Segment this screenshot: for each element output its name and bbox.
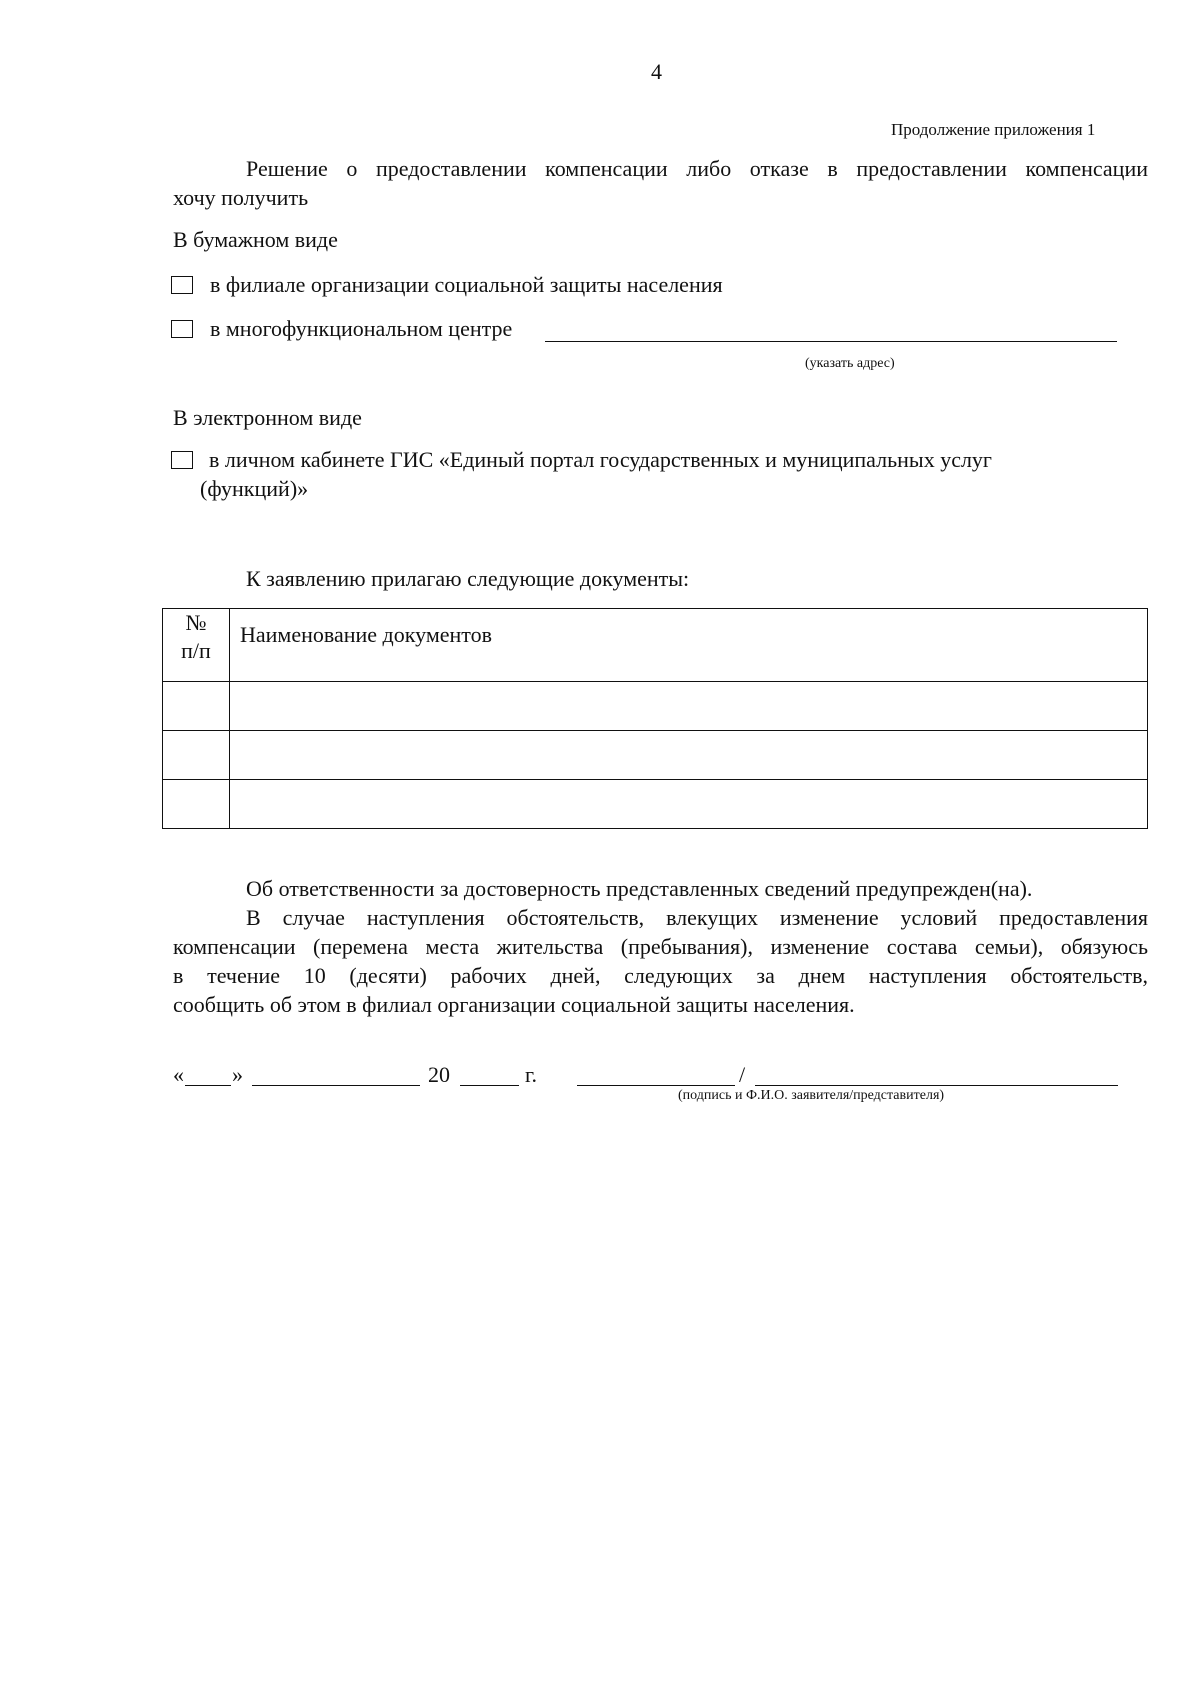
- appendix-note: Продолжение приложения 1: [891, 120, 1096, 139]
- responsibility-line-4: сообщить об этом в филиал организации социальной защиты населения.: [173, 992, 855, 1017]
- signature-caption: (подпись и Ф.И.О. заявителя/представителя): [678, 1088, 945, 1103]
- option-gosuslugi-line-1: в личном кабинете ГИС «Единый портал государственных и муниципальных услуг: [209, 447, 992, 472]
- row-number-cell[interactable]: [163, 780, 230, 829]
- option-gosuslugi-line-2: (функций)»: [200, 476, 309, 501]
- date-year-suffix: г.: [525, 1062, 538, 1087]
- signature-slash: /: [739, 1062, 746, 1087]
- table-row: [163, 731, 1148, 780]
- option-branch-office-label: в филиале организации социальной защиты населения: [210, 272, 723, 297]
- checkbox-mfc[interactable]: [171, 320, 193, 338]
- checkbox-gosuslugi[interactable]: [171, 451, 193, 469]
- responsibility-line-3: в течение 10 (десяти) рабочих дней, следующих за днем наступления обстоятельств,: [173, 963, 1148, 988]
- table-header-row: [163, 609, 1148, 682]
- signature-field[interactable]: [577, 1085, 735, 1086]
- mfc-address-field[interactable]: [545, 341, 1117, 342]
- table-row: [163, 780, 1148, 829]
- column-number-header-line-1: №: [185, 610, 207, 635]
- responsibility-line-1: В случае наступления обстоятельств, влекущих изменение условий предоставления: [246, 905, 1148, 930]
- paper-section-heading: В бумажном виде: [173, 227, 338, 252]
- column-number-header: [163, 609, 230, 682]
- row-number-cell[interactable]: [163, 731, 230, 780]
- responsibility-line-0: Об ответственности за достоверность представленных сведений предупрежден(на).: [246, 876, 1033, 901]
- option-mfc-label: в многофункциональном центре: [210, 316, 513, 341]
- checkbox-branch-office[interactable]: [171, 276, 193, 294]
- page-number: 4: [651, 59, 662, 84]
- intro-line-1: Решение о предоставлении компенсации либо отказе в предоставлении компенсации: [246, 156, 1148, 181]
- row-document-name-cell[interactable]: [230, 780, 1148, 829]
- date-day-field[interactable]: [185, 1085, 231, 1086]
- date-year-field[interactable]: [460, 1085, 519, 1086]
- date-quote-close: »: [232, 1062, 243, 1087]
- date-quote-open: «: [173, 1062, 184, 1087]
- date-year-prefix: 20: [428, 1062, 450, 1087]
- row-document-name-cell[interactable]: [230, 731, 1148, 780]
- applicant-name-field[interactable]: [755, 1085, 1118, 1086]
- documents-table: [162, 608, 1148, 829]
- column-name-header: Наименование документов: [230, 609, 1148, 682]
- row-number-cell[interactable]: [163, 682, 230, 731]
- row-document-name-cell[interactable]: [230, 682, 1148, 731]
- date-month-field[interactable]: [252, 1085, 420, 1086]
- electronic-section-heading: В электронном виде: [173, 405, 362, 430]
- documents-intro: К заявлению прилагаю следующие документы:: [246, 566, 690, 591]
- table-row: [163, 682, 1148, 731]
- intro-line-2: хочу получить: [173, 185, 309, 210]
- column-number-header-line-2: п/п: [181, 638, 211, 663]
- address-hint: (указать адрес): [805, 356, 895, 371]
- responsibility-line-2: компенсации (перемена места жительства (пребывания), изменение состава семьи), обязуюсь: [173, 934, 1148, 959]
